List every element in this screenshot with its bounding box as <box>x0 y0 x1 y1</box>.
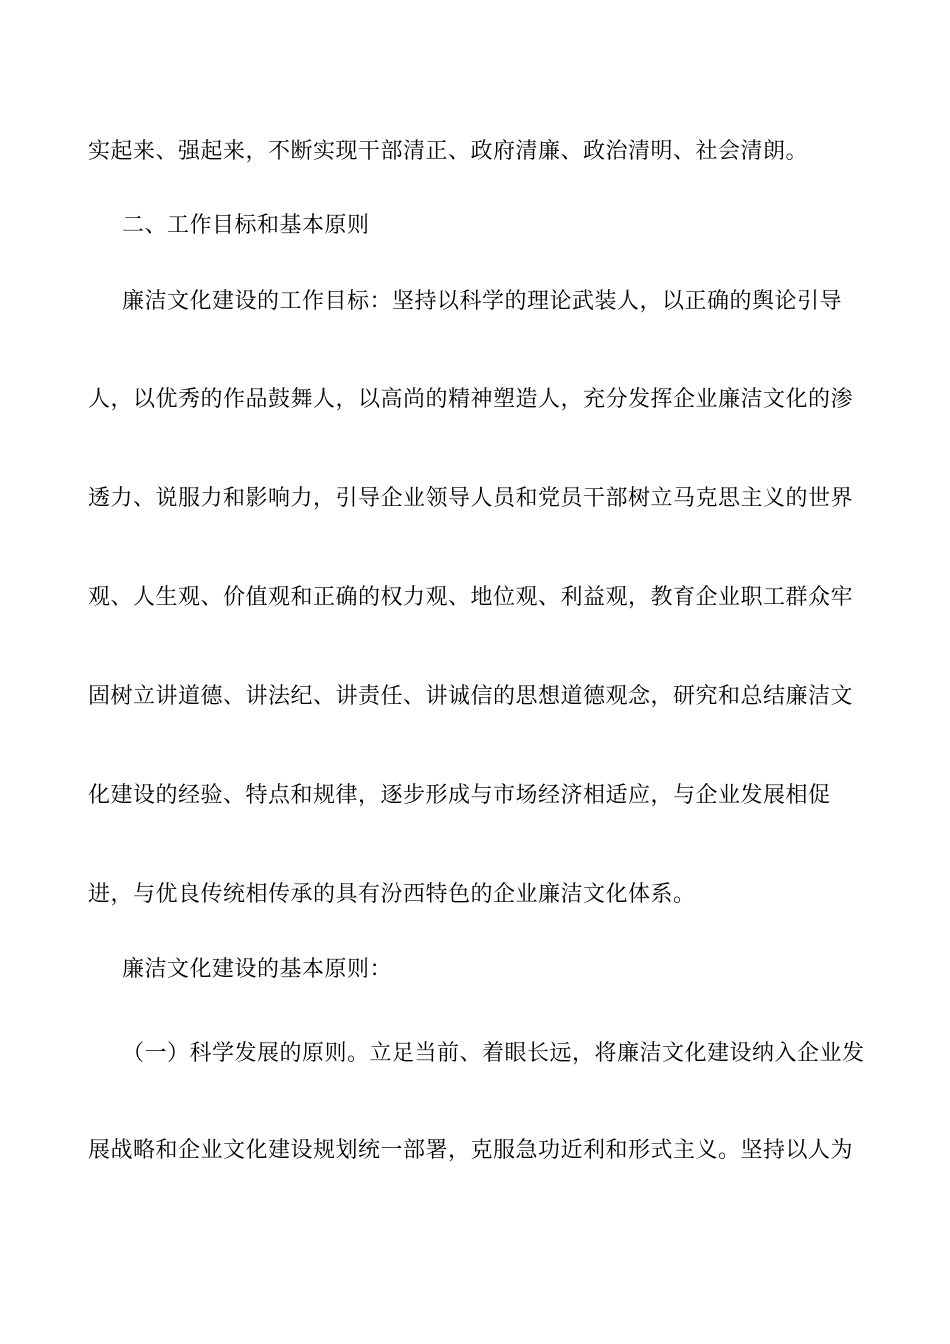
text-line: 透力、说服力和影响力，引导企业领导人员和党员干部树立马克思主义的世界 <box>88 486 854 511</box>
text-line: 展战略和企业文化建设规划统一部署，克服急功近利和形式主义。坚持以人为 <box>88 1138 854 1163</box>
text-line-continuation: 实起来、强起来，不断实现干部清正、政府清廉、政治清明、社会清朗。 <box>88 139 809 164</box>
text-line-principles-heading: 廉洁文化建设的基本原则： <box>122 957 393 982</box>
text-line: 固树立讲道德、讲法纪、讲责任、讲诚信的思想道德观念，研究和总结廉洁文 <box>88 684 854 709</box>
text-line: 进，与优良传统相传承的具有汾西特色的企业廉洁文化体系。 <box>88 882 696 907</box>
text-line: 化建设的经验、特点和规律，逐步形成与市场经济相适应，与企业发展相促 <box>88 783 831 808</box>
text-line-principle-1-start: （一）科学发展的原则。立足当前、着眼长远，将廉洁文化建设纳入企业发 <box>122 1041 865 1066</box>
text-line: 观、人生观、价值观和正确的权力观、地位观、利益观，教育企业职工群众牢 <box>88 585 854 610</box>
section-heading: 二、工作目标和基本原则 <box>122 213 370 238</box>
text-line: 人，以优秀的作品鼓舞人，以高尚的精神塑造人，充分发挥企业廉洁文化的渗 <box>88 387 854 412</box>
text-line-goal-start: 廉洁文化建设的工作目标：坚持以科学的理论武装人，以正确的舆论引导 <box>122 289 843 314</box>
